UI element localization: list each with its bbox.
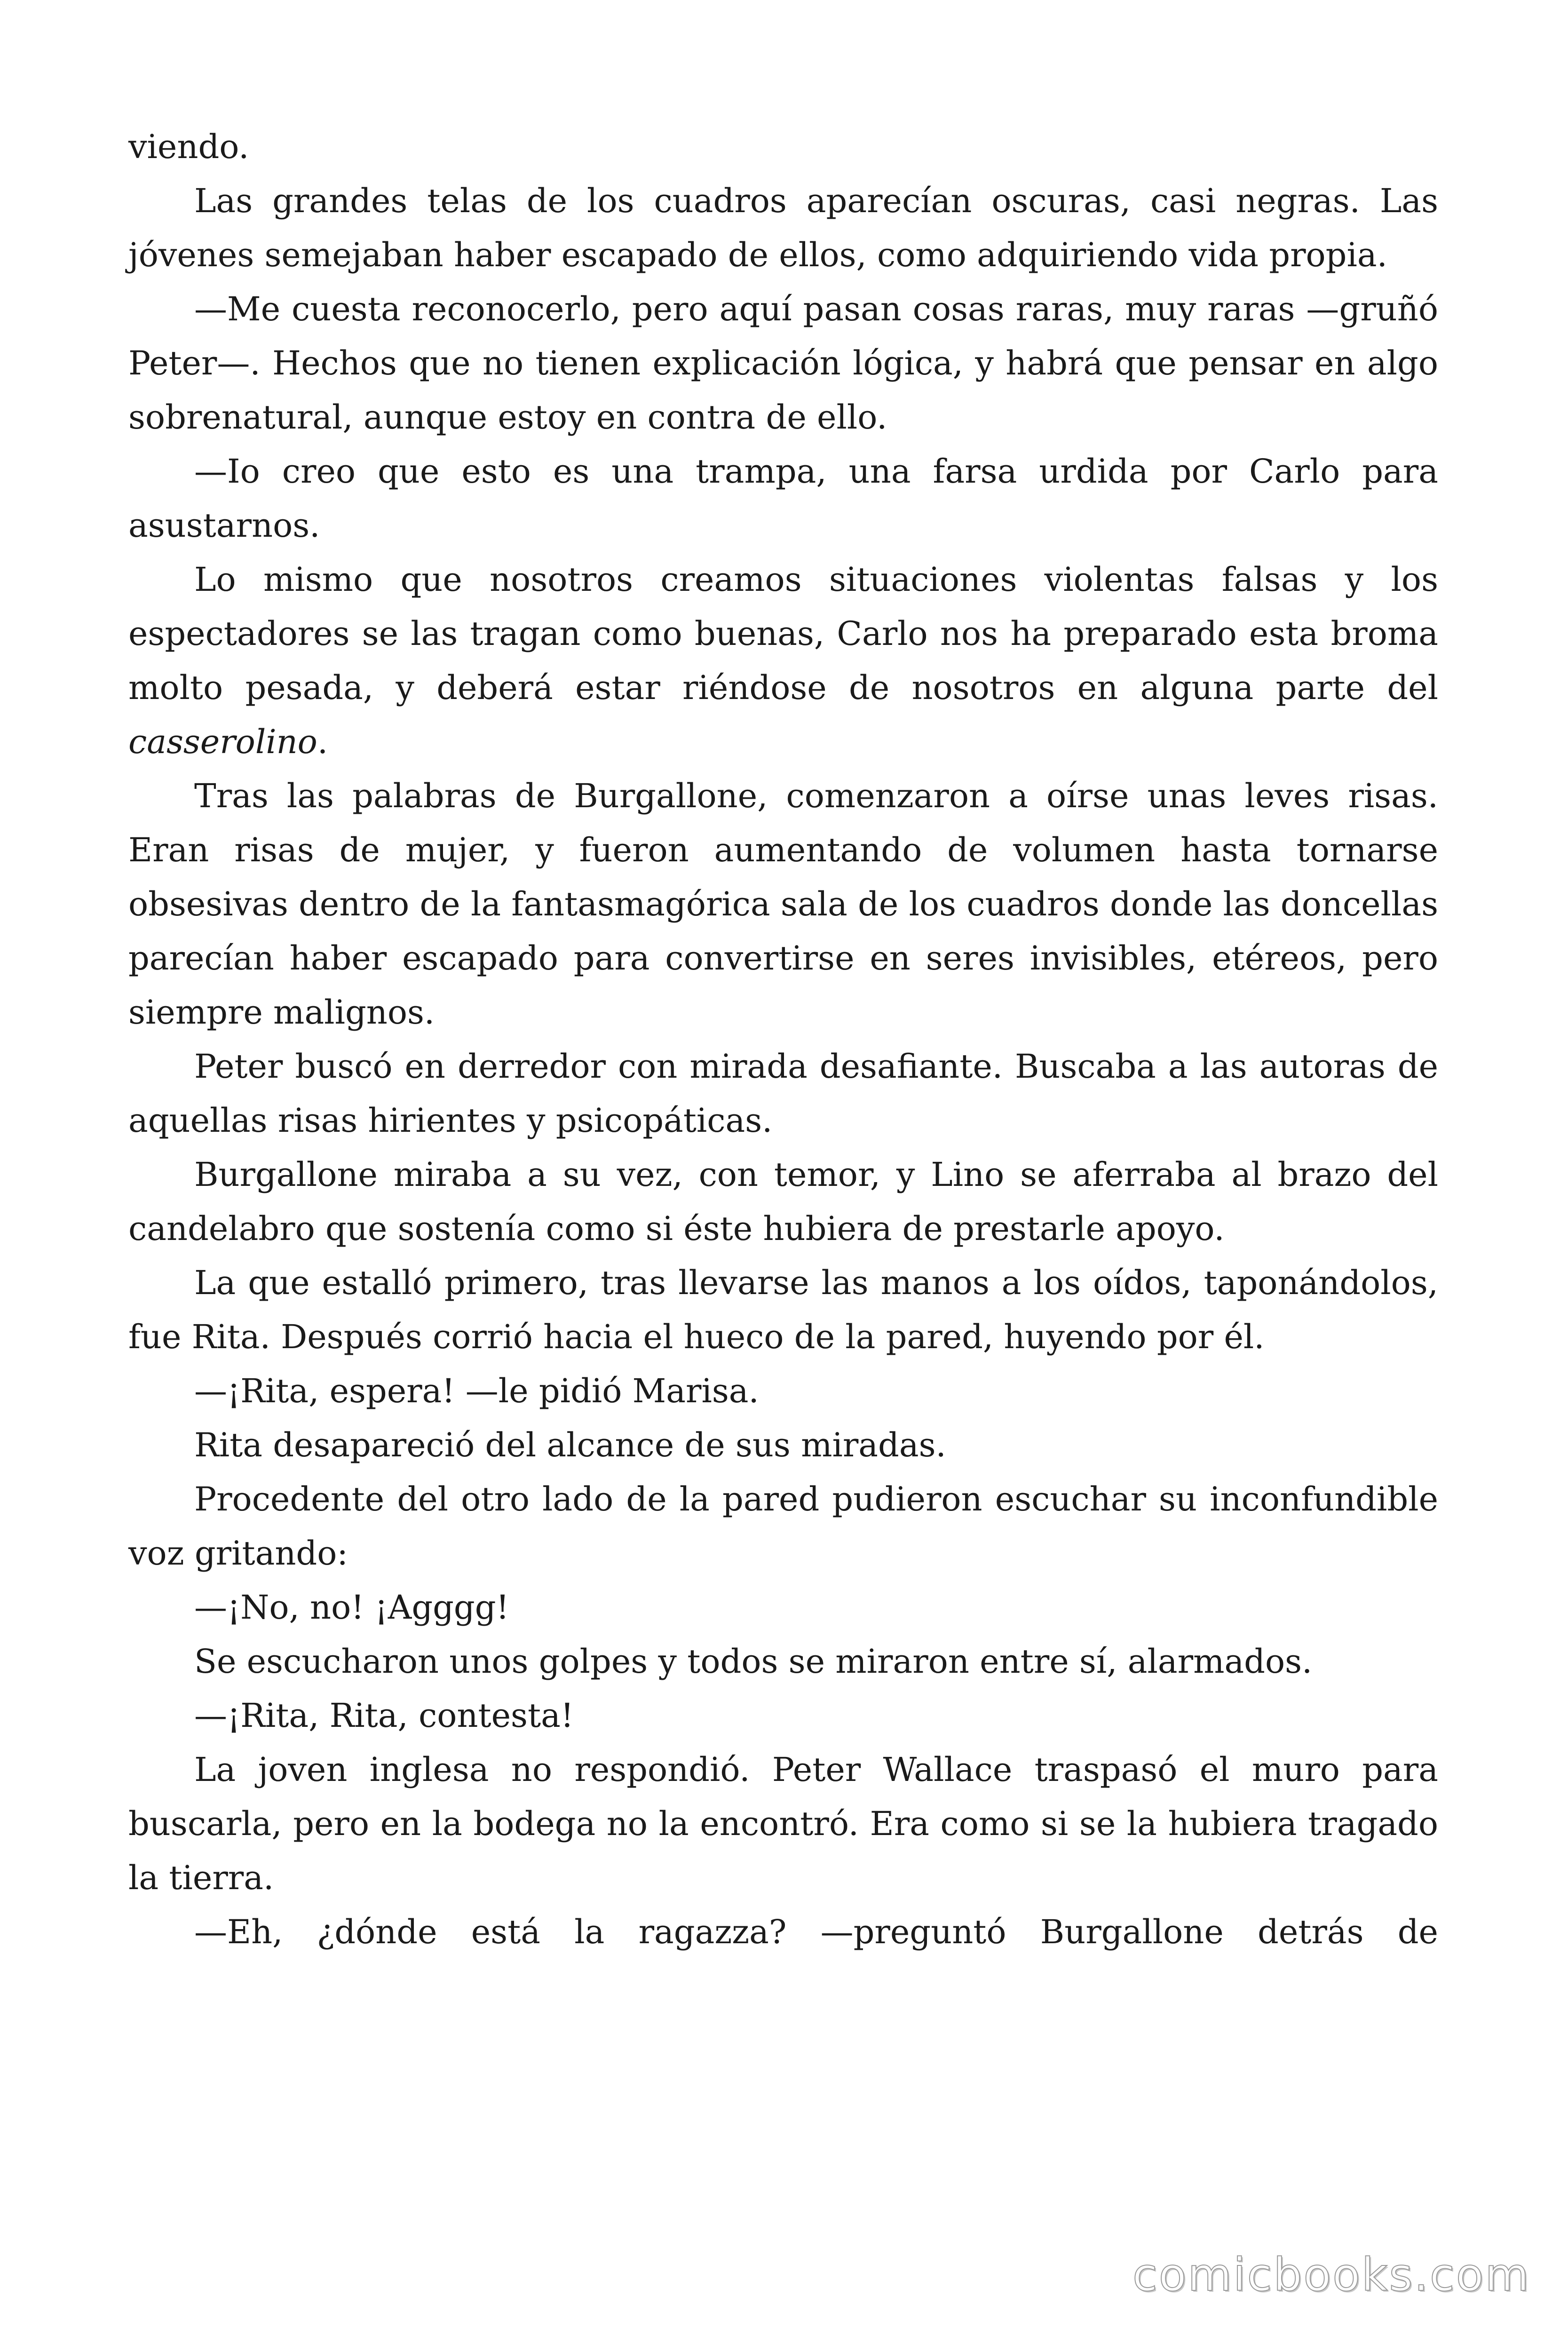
paragraph-11: Rita desapareció del alcance de sus miradas. <box>194 1426 946 1464</box>
paragraph-1: viendo. <box>128 127 249 166</box>
paragraph-10: —¡Rita, espera! —le pidió Marisa. <box>194 1372 759 1410</box>
paragraph-5-text: Lo mismo que nosotros creamos situaciones violentas falsas y los espectadores se las tragan como buenas, Carlo nos ha preparado esta broma molto pesada, y deberá estar riéndose de nosotros en alguna parte del <box>128 560 1438 707</box>
paragraph-17: —Eh, ¿dónde está la ragazza? —preguntó Burgallone detrás de <box>194 1913 1438 1951</box>
paragraph-2: Las grandes telas de los cuadros aparecían oscuras, casi negras. Las jóvenes semejaban haber escapado de ellos, como adquiriendo vida propia. <box>128 182 1438 274</box>
paragraph-14: Se escucharon unos golpes y todos se miraron entre sí, alarmados. <box>194 1642 1313 1681</box>
paragraph-5-end: . <box>317 723 328 761</box>
paragraph-16: La joven inglesa no respondió. Peter Wallace traspasó el muro para buscarla, pero en la bodega no la encontró. Era como si se la hubiera tragado la tierra. <box>128 1750 1438 1897</box>
paragraph-9: La que estalló primero, tras llevarse las manos a los oídos, taponándolos, fue Rita. Después corrió hacia el hueco de la pared, huyendo por él. <box>128 1263 1438 1356</box>
italic-word: casserolino <box>128 723 317 761</box>
paragraph-6: Tras las palabras de Burgallone, comenzaron a oírse unas leves risas. Eran risas de mujer, y fueron aumentando de volumen hasta tornarse obsesivas dentro de la fantasmagórica sala de los cuadros donde las doncellas parecían haber escapado para convertirse en seres invisibles, etéreos, pero siempre malignos. <box>128 777 1438 1032</box>
page-body <box>128 120 1438 1959</box>
paragraph-5 <box>128 553 1438 769</box>
paragraph-3: —Me cuesta reconocerlo, pero aquí pasan cosas raras, muy raras —gruñó Peter—. Hechos que no tienen explicación lógica, y habrá que pensar en algo sobrenatural, aunque estoy en contra de ello. <box>128 290 1438 437</box>
paragraph-13: —¡No, no! ¡Agggg! <box>194 1588 509 1627</box>
paragraph-7: Peter buscó en derredor con mirada desafiante. Buscaba a las autoras de aquellas risas hirientes y psicopáticas. <box>128 1047 1438 1140</box>
watermark-logo: comicbooks.com <box>1132 2249 1530 2301</box>
paragraph-12: Procedente del otro lado de la pared pudieron escuchar su inconfundible voz gritando: <box>128 1480 1438 1573</box>
paragraph-8: Burgallone miraba a su vez, con temor, y Lino se aferraba al brazo del candelabro que sostenía como si éste hubiera de prestarle apoyo. <box>128 1155 1438 1248</box>
paragraph-15: —¡Rita, Rita, contesta! <box>194 1696 574 1735</box>
paragraph-4: —Io creo que esto es una trampa, una farsa urdida por Carlo para asustarnos. <box>128 452 1438 545</box>
